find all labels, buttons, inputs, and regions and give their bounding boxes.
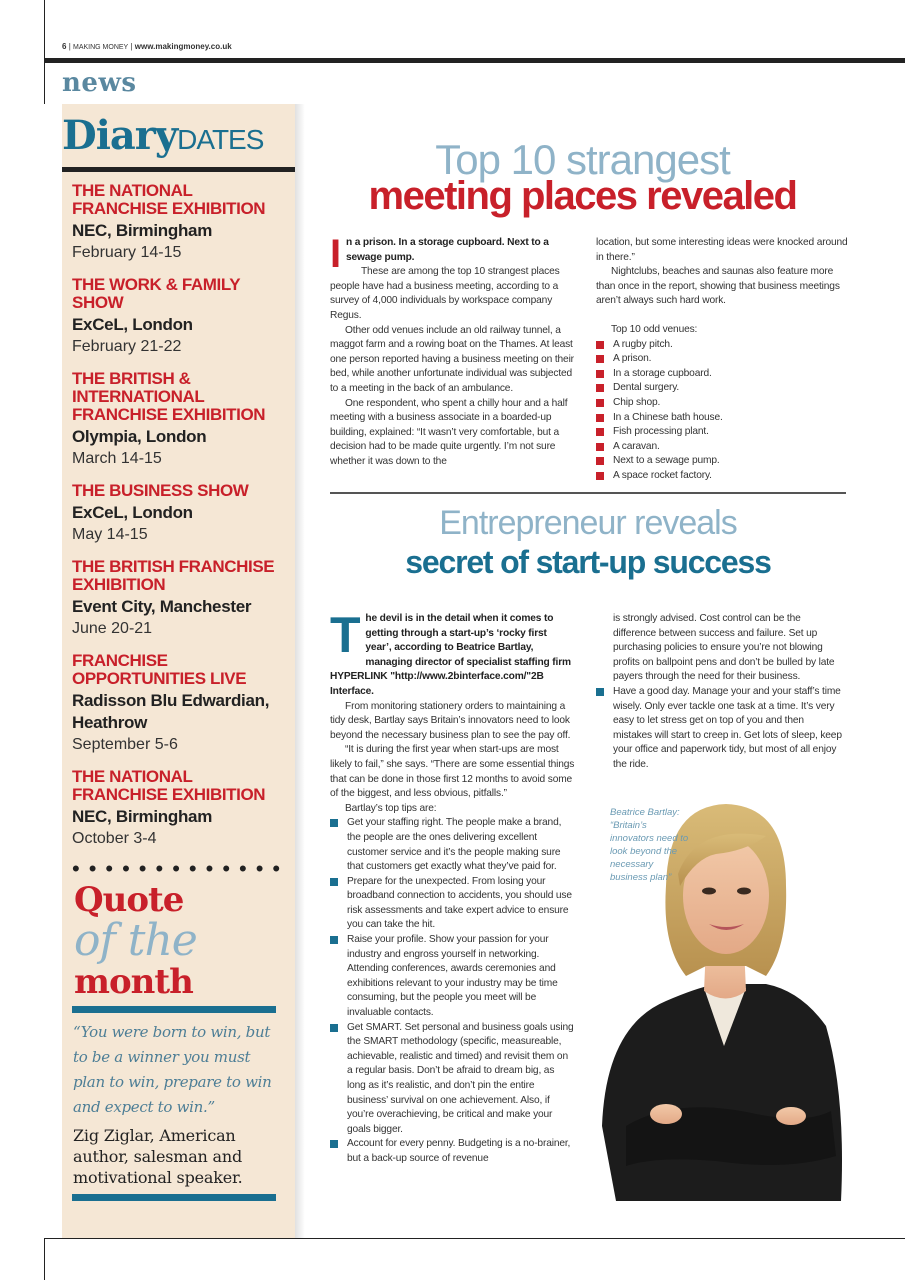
event-date: March 14-15 [72, 450, 162, 467]
event-list [72, 182, 292, 862]
event-name: THE BRITISH FRANCHISE EXHIBITION [72, 557, 275, 594]
venue-list-item: Next to a sewage pump. [596, 454, 848, 469]
quote-rule-bottom [72, 1194, 276, 1201]
event-item [72, 652, 292, 756]
quote-heading-line3: month [74, 962, 193, 1002]
diary-title-light: DATES [177, 124, 264, 155]
tips-list [330, 816, 575, 1166]
quote-rule-top [72, 1006, 276, 1013]
article1-lead: n a prison. In a storage cupboard. Next to a sewage pump. [345, 237, 549, 263]
tip-item: Have a good day. Manage your and your staff’s time wisely. Only ever tackle one task at a time. It’s very easy to let stress get on top of you and then mistakes will start to creep in. Get lots of sleep, keep your office and paperwork tidy, but most of all enjoy the ride. [596, 685, 842, 773]
article2-title-light: Entrepreneur reveals [439, 504, 737, 542]
venue-list-item: A space rocket factory. [596, 469, 848, 484]
event-name: FRANCHISE OPPORTUNITIES LIVE [72, 651, 247, 688]
event-venue: ExCeL, London [72, 503, 193, 522]
event-date: October 3-4 [72, 830, 157, 847]
event-item [72, 558, 292, 640]
diary-title-bold: Diary [62, 112, 178, 159]
event-venue: ExCeL, London [72, 315, 193, 334]
photo-caption: Beatrice Bartlay: “Britain’s innovators need to look beyond the necessary business plan” [610, 807, 689, 883]
frame-line-left-bottom [44, 1238, 45, 1280]
venue-list-item: In a storage cupboard. [596, 367, 848, 382]
venue-list-item: Dental surgery. [596, 381, 848, 396]
quote-of-month-heading [74, 882, 197, 1000]
article-divider [330, 492, 846, 494]
article1-paragraph: Other odd venues include an old railway tunnel, a maggot farm and a rowing boat on the Thames. At least one person reported having a business meeting on their bed, while another unfortunate individual was subjected to a meeting in the back of an ambulance. [330, 324, 574, 394]
frame-line-left [44, 0, 45, 104]
venue-list-item: A prison. [596, 352, 848, 367]
article1-title-light: Top 10 strangest [435, 136, 730, 183]
article2-column-1 [330, 607, 575, 1167]
tip-item: Get your staffing right. The people make a brand, the people are the ones delivering excellent customer service and it’s the people making sure that customers get exactly what they’ve paid for. [330, 816, 575, 874]
article2-column-2 [596, 612, 842, 773]
event-venue: Olympia, London [72, 427, 207, 446]
diary-rule [62, 167, 295, 172]
article1-column-1 [330, 232, 580, 470]
event-date: May 14-15 [72, 526, 148, 543]
page-number: 6 [62, 42, 67, 51]
publication-url: www.makingmoney.co.uk [134, 42, 232, 51]
tip-item: Get SMART. Set personal and business goals using the SMART methodology (specific, measureable, achievable, realistic and timed) and revisit them on a regular basis. Don’t be afraid to dream big, as long as it’s realistic, and don’t pin the entire business’ survival on one achievement. Also, if you’re overachieving, be critical and make your goals bigger. [330, 1021, 575, 1138]
event-date: June 20-21 [72, 620, 153, 637]
venue-list [596, 338, 848, 484]
venue-list-item: Chip shop. [596, 396, 848, 411]
dotted-separator: ••••••••••••• [72, 856, 290, 881]
event-venue: Radisson Blu Edwardian, Heathrow [72, 691, 270, 732]
event-item [72, 182, 292, 264]
article1-title-bold: meeting places revealed [368, 174, 797, 218]
venue-list-item: A rugby pitch. [596, 338, 848, 353]
tip-item: Account for every penny. Budgeting is a no-brainer, but a back-up source of revenue [330, 1137, 575, 1166]
article2-paragraph: Bartlay’s top tips are: [345, 802, 437, 814]
event-name: THE NATIONAL FRANCHISE EXHIBITION [72, 181, 266, 218]
venue-list-item: A caravan. [596, 440, 848, 455]
event-date: February 14-15 [72, 244, 182, 261]
tip-continuation: is strongly advised. Cost control can be the difference between success and failure. Set up purchasing policies to ensure you’re not blowing profits on ballpoint pens and don’t be bulled by late payers through the need for their business. [613, 613, 835, 683]
event-venue: Event City, Manchester [72, 597, 252, 616]
event-name: THE NATIONAL FRANCHISE EXHIBITION [72, 767, 266, 804]
article1-paragraph: location, but some interesting ideas were knocked around in there.” [596, 237, 848, 263]
quote-text: “You were born to win, but to be a winner you must plan to win, prepare to win and expect to win.” [73, 1023, 272, 1116]
article2-paragraph: From monitoring stationery orders to maintaining a tidy desk, Bartlay says Britain’s innovators need to look beyond the necessary business plan to see the pay off. [330, 700, 571, 741]
event-venue: NEC, Birmingham [72, 807, 213, 826]
top-rule [44, 58, 905, 63]
article1-paragraph: Nightclubs, beaches and saunas also feature more than once in the report, showing that business meetings aren’t always such hard work. [596, 266, 840, 307]
quote-heading-line1: Quote [74, 880, 184, 920]
venue-list-item: Fish processing plant. [596, 425, 848, 440]
article2-paragraph: “It is during the first year when start-ups are most likely to fail,” she says. “There are some essential things that can be done in those first 12 months to avoid some of the biggest, and less obvious, pitfalls.” [330, 744, 575, 800]
event-item [72, 370, 292, 470]
venue-list-intro: Top 10 odd venues: [611, 323, 698, 335]
publication-name: MAKING MONEY [73, 44, 129, 51]
venue-list-item: In a Chinese bath house. [596, 411, 848, 426]
article1-paragraph: These are among the top 10 strangest places people have had a business meeting, according to a survey of 4,000 individuals by workspace company Regus. [330, 266, 560, 321]
article2-dropcap: T [330, 607, 361, 663]
tips-list-continued [596, 685, 842, 773]
event-name: THE BRITISH & INTERNATIONAL FRANCHISE EXHIBITION [72, 369, 266, 424]
tip-item: Prepare for the unexpected. From losing your broadband connection to accidents, you should use risk assessments and take expert advice to ensure you can take the hit. [330, 875, 575, 933]
quote-author: Zig Ziglar, American author, salesman and motivational speaker. [73, 1126, 243, 1187]
article1-dropcap: I [330, 232, 341, 276]
diary-dates-title [62, 112, 263, 168]
article1-paragraph: One respondent, who spent a chilly hour and a half meeting with a business associate in a boarded-up building, explained: “It wasn’t very comfortable, but a decision had to be made quite urgently. I’m not sure whether it was down to the [330, 397, 568, 467]
quote-heading-line2: of the [74, 915, 197, 966]
bottom-rule [44, 1238, 905, 1239]
event-date: February 21-22 [72, 338, 182, 355]
event-item [72, 276, 292, 358]
event-item [72, 768, 292, 850]
event-venue: NEC, Birmingham [72, 221, 213, 240]
event-date: September 5-6 [72, 736, 178, 753]
sidebar-shadow [295, 104, 305, 1238]
article1-column-2 [596, 236, 848, 484]
section-label: news [62, 68, 137, 98]
event-name: THE BUSINESS SHOW [72, 481, 249, 500]
event-name: THE WORK & FAMILY SHOW [72, 275, 240, 312]
tip-item: Raise your profile. Show your passion for your industry and engross yourself in networking. Attending conferences, awards ceremonies and exhibitions relevant to your industry may be time consuming, but the people you meet will be invaluable contacts. [330, 933, 575, 1021]
page-folio: 6 | MAKING MONEY | www.makingmoney.co.uk [62, 42, 232, 51]
article2-lead: he devil is in the detail when it comes to getting through a start-up’s ‘rocky first year’, according to Beatrice Bartlay, managing director of specialist staffing firm HYPERLINK "http://www.2binterface.com/"2B Interface. [330, 613, 571, 697]
event-item [72, 482, 292, 546]
article2-title-bold: secret of start-up success [405, 544, 771, 580]
